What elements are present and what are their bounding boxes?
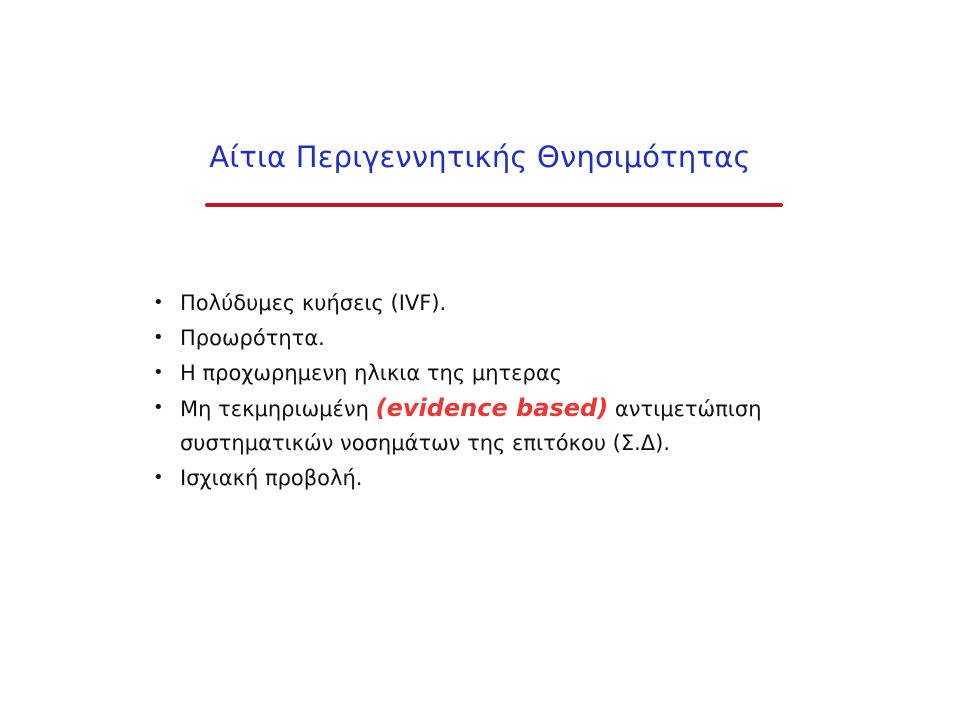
title-underline [205, 203, 783, 207]
bullet-icon: • [153, 292, 164, 313]
list-item-text: Προωρότητα. [180, 326, 325, 350]
list-item-text: Πολύδυμες κυήσεις (IVF). [180, 291, 447, 315]
list-item [150, 356, 840, 390]
list-item-text-after: αντιμετώπιση συστηματικών νοσημάτων της επιτόκου (Σ.Δ). [180, 397, 762, 455]
slide-title: Αίτια Περιγεννητικής Θνησιμότητας [209, 140, 751, 174]
bullet-icon: • [153, 397, 164, 418]
emphasis-text: (evidence based) [375, 394, 609, 422]
list-item-text: Ισχιακή προβολή. [180, 466, 363, 490]
bullet-icon: • [153, 467, 164, 488]
bullet-icon: • [153, 362, 164, 383]
list-item [150, 461, 840, 495]
list-item [150, 286, 840, 320]
list-item [150, 321, 840, 355]
bullet-list [150, 286, 840, 495]
bullet-icon: • [153, 327, 164, 348]
list-item-text: Η προχωρημενη ηλικια της μητερας [180, 361, 563, 385]
list-item [150, 391, 840, 460]
list-item-text-before: Μη τεκμηριωμένη [180, 397, 376, 421]
